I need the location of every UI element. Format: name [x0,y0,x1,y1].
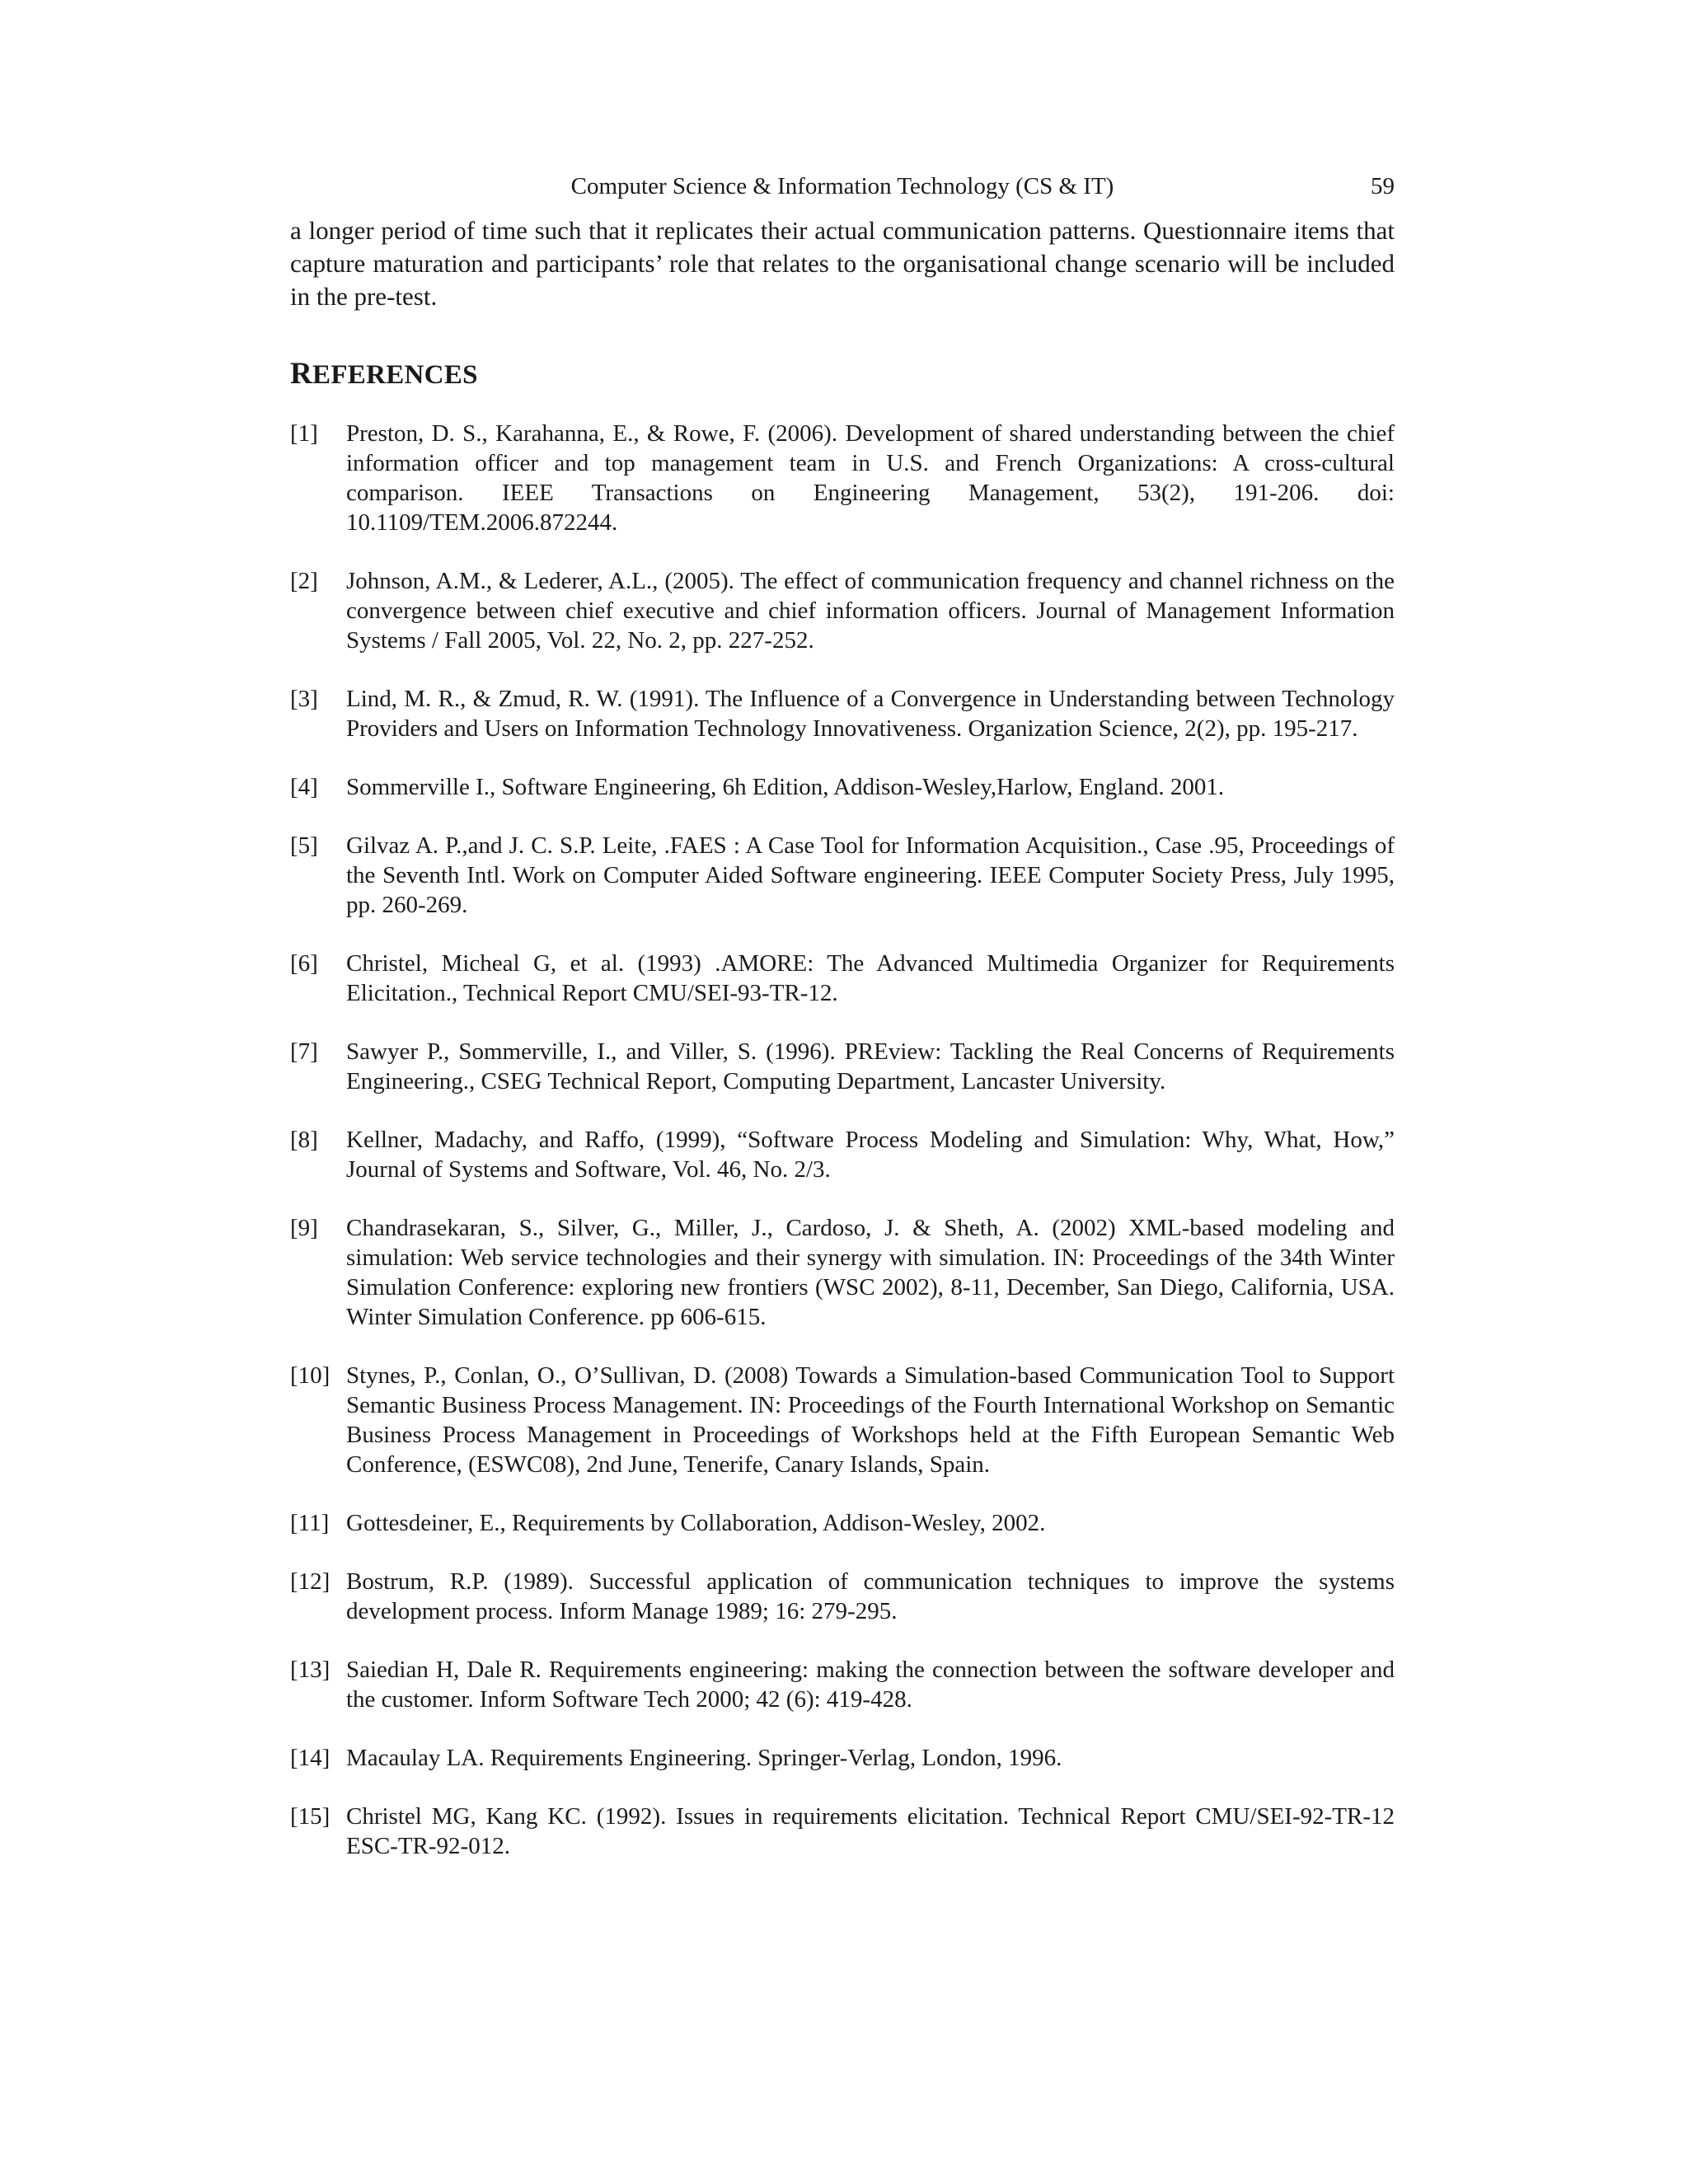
paper-page [290,170,1395,1890]
references-heading [290,358,1395,391]
reference-text: Christel MG, Kang KC. (1992). Issues in requirements elicitation. Technical Report CMU/SEI-92-TR-12 ESC-TR-92-012. [346,1803,1395,1859]
reference-number: [8] [290,1127,318,1153]
reference-number: [7] [290,1038,318,1065]
reference-number: [1] [290,420,318,447]
reference-text: Macaulay LA. Requirements Engineering. Springer-Verlag, London, 1996. [346,1745,1062,1771]
page-number: 59 [1371,173,1395,199]
reference-item [290,1361,1395,1479]
reference-text: Chandrasekaran, S., Silver, G., Miller, J., Cardoso, J. & Sheth, A. (2002) XML-based modeling and simulation: Web service technologies and their synergy with simulation. IN: Proceedings of the 34th Winter Simulation Conference: exploring new frontiers (WSC 2002), 8-11, December, San Diego, California, USA. Winter Simulation Conference. pp 606-615. [346,1215,1395,1330]
reference-text: Christel, Micheal G, et al. (1993) .AMORE: The Advanced Multimedia Organizer for Requirements Elicitation., Technical Report CMU/SEI-93-TR-12. [346,950,1395,1006]
reference-text: Lind, M. R., & Zmud, R. W. (1991). The Influence of a Convergence in Understanding between Technology Providers and Users on Information Technology Innovativeness. Organization Science, 2(2), pp. 195-217. [346,686,1395,742]
running-header [290,170,1395,203]
reference-number: [2] [290,568,318,594]
reference-item [290,1743,1395,1773]
reference-text: Preston, D. S., Karahanna, E., & Rowe, F. (2006). Development of shared understanding between the chief information officer and top management team in U.S. and French Organizations: A cross-cultural comparison. IEEE Transactions on Engineering Management, 53(2), 191-206. doi: 10.1109/TEM.2006.872244. [346,420,1395,536]
reference-text: Sawyer P., Sommerville, I., and Viller, S. (1996). PREview: Tackling the Real Concerns of Requirements Engineering., CSEG Technical Report, Computing Department, Lancaster University. [346,1038,1395,1094]
reference-item [290,1802,1395,1861]
reference-item [290,1213,1395,1332]
reference-item [290,831,1395,920]
reference-item [290,684,1395,743]
reference-item [290,1508,1395,1538]
reference-text: Kellner, Madachy, and Raffo, (1999), “Software Process Modeling and Simulation: Why, What, How,” Journal of Systems and Software, Vol. 46, No. 2/3. [346,1127,1395,1183]
reference-number: [4] [290,774,318,800]
reference-item [290,419,1395,537]
reference-list [290,419,1395,1861]
reference-number: [3] [290,686,318,712]
reference-item [290,1655,1395,1714]
reference-item [290,772,1395,802]
reference-number: [10] [290,1362,331,1389]
reference-text: Saiedian H, Dale R. Requirements engineering: making the connection between the software developer and the customer. Inform Software Tech 2000; 42 (6): 419-428. [346,1657,1395,1713]
reference-number: [13] [290,1657,331,1683]
reference-item [290,949,1395,1008]
references-heading-initial: R [290,357,313,391]
reference-text: Sommerville I., Software Engineering, 6h Edition, Addison-Wesley,Harlow, England. 2001. [346,774,1225,800]
reference-text: Stynes, P., Conlan, O., O’Sullivan, D. (2008) Towards a Simulation-based Communication Tool to Support Semantic Business Process Management. IN: Proceedings of the Fourth International Workshop on Semantic Business Process Management in Proceedings of Workshops held at the Fifth European Semantic Web Conference, (ESWC08), 2nd June, Tenerife, Canary Islands, Spain. [346,1362,1395,1478]
reference-item [290,1037,1395,1096]
reference-number: [12] [290,1568,331,1595]
reference-number: [9] [290,1215,318,1241]
reference-item [290,566,1395,655]
reference-item [290,1125,1395,1184]
intro-paragraph: a longer period of time such that it replicates their actual communication patterns. Questionnaire items that capture maturation and participants’ role that relates to the organisational change scenario will be included in the pre-test. [290,216,1395,311]
journal-title: Computer Science & Information Technology (CS & IT) [570,173,1114,199]
reference-text: Gottesdeiner, E., Requirements by Collaboration, Addison-Wesley, 2002. [346,1510,1046,1536]
reference-number: [11] [290,1510,330,1536]
reference-text: Johnson, A.M., & Lederer, A.L., (2005). The effect of communication frequency and channel richness on the convergence between chief executive and chief information officers. Journal of Management Information Systems / Fall 2005, Vol. 22, No. 2, pp. 227-252. [346,568,1395,654]
reference-number: [15] [290,1803,331,1830]
reference-text: Bostrum, R.P. (1989). Successful application of communication techniques to improve the systems development process. Inform Manage 1989; 16: 279-295. [346,1568,1395,1624]
reference-number: [6] [290,950,318,977]
reference-item [290,1567,1395,1626]
references-heading-rest: EFERENCES [312,360,478,390]
reference-text: Gilvaz A. P.,and J. C. S.P. Leite, .FAES : A Case Tool for Information Acquisition., Case .95, Proceedings of the Seventh Intl. Work on Computer Aided Software engineering. IEEE Computer Society Press, July 1995, pp. 260-269. [346,832,1395,918]
reference-number: [5] [290,832,318,859]
reference-number: [14] [290,1745,331,1771]
